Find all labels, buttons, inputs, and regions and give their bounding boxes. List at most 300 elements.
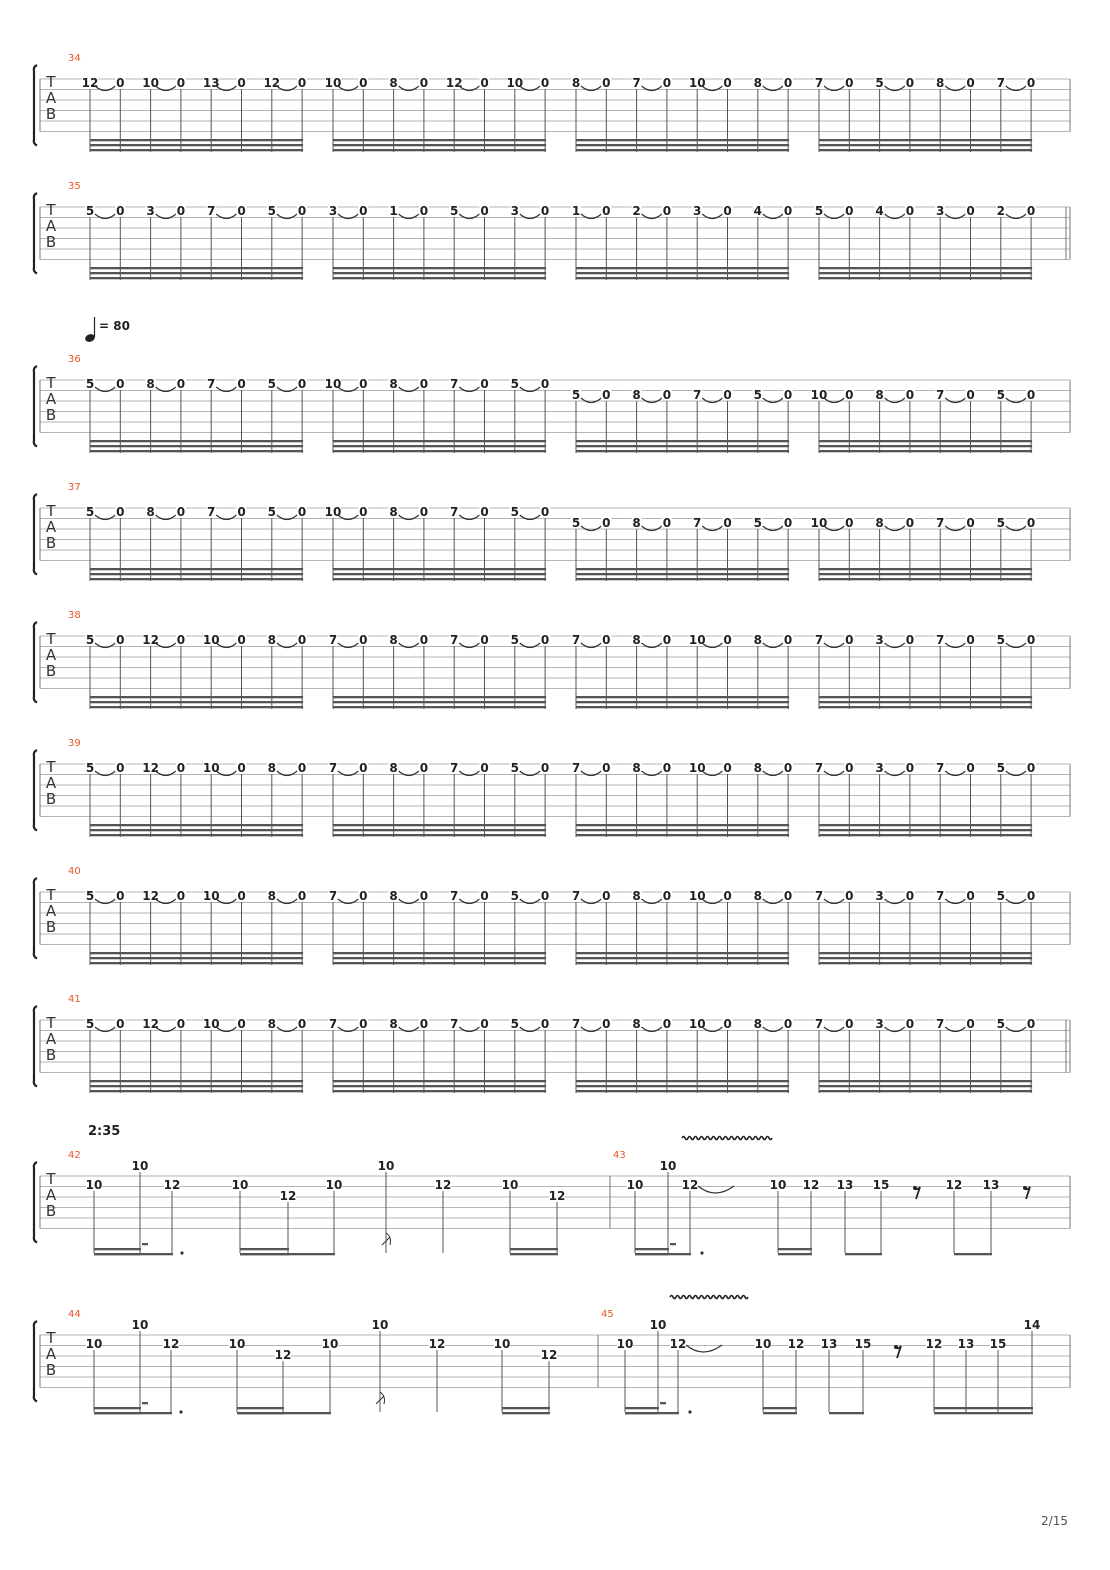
fret-number: 0 bbox=[1026, 516, 1036, 530]
beam bbox=[576, 272, 789, 274]
beam bbox=[94, 1248, 141, 1250]
slur-arc bbox=[1006, 526, 1026, 531]
beam bbox=[333, 701, 546, 703]
fret-number: 8 bbox=[267, 889, 276, 903]
fret-number: 5 bbox=[450, 204, 459, 218]
system-bracket bbox=[34, 193, 37, 274]
fret-number: 0 bbox=[662, 516, 672, 530]
fret-number: 15 bbox=[872, 1178, 890, 1192]
fret-number: 12 bbox=[263, 76, 281, 90]
fret-number: 0 bbox=[966, 1017, 975, 1031]
beam bbox=[934, 1412, 1033, 1414]
fret-number: 0 bbox=[905, 633, 915, 647]
beam bbox=[576, 1090, 789, 1092]
fret-number: 7 bbox=[814, 1017, 824, 1031]
system-bracket bbox=[34, 1321, 37, 1402]
fret-number: 13 bbox=[820, 1337, 838, 1351]
beam bbox=[142, 1402, 148, 1404]
fret-number: 12 bbox=[142, 633, 159, 647]
fret-number: 7 bbox=[632, 76, 641, 90]
fret-number: 8 bbox=[389, 633, 398, 647]
fret-number: 5 bbox=[267, 204, 276, 218]
beam bbox=[576, 144, 789, 146]
fret-number: 12 bbox=[162, 1337, 180, 1351]
fret-number: 7 bbox=[328, 1017, 338, 1031]
beam bbox=[142, 1243, 148, 1245]
fret-number: 0 bbox=[237, 505, 246, 519]
fret-number: 0 bbox=[905, 204, 915, 218]
fret-number: 0 bbox=[480, 377, 489, 391]
beam bbox=[90, 829, 303, 831]
fret-number: 0 bbox=[480, 505, 489, 519]
fret-number: 5 bbox=[996, 889, 1005, 903]
fret-number: 12 bbox=[81, 76, 99, 90]
fret-number: 10 bbox=[659, 1159, 677, 1173]
tab-clef-letter: B bbox=[45, 1046, 57, 1064]
fret-number: 7 bbox=[207, 204, 216, 218]
fret-number: 0 bbox=[359, 1017, 368, 1031]
fret-number: 0 bbox=[419, 761, 429, 775]
fret-number: 7 bbox=[450, 633, 459, 647]
fret-number: 8 bbox=[389, 889, 398, 903]
beam bbox=[90, 957, 303, 959]
beam bbox=[510, 1248, 558, 1250]
fret-number: 0 bbox=[297, 377, 307, 391]
slur-arc bbox=[1006, 398, 1026, 403]
tab-clef-letter: B bbox=[45, 534, 57, 552]
beam bbox=[94, 1253, 141, 1255]
fret-number: 8 bbox=[632, 516, 641, 530]
fret-number: 5 bbox=[753, 516, 762, 530]
fret-number: 0 bbox=[237, 633, 246, 647]
fret-number: 13 bbox=[836, 1178, 854, 1192]
fret-number: 0 bbox=[540, 204, 550, 218]
beam bbox=[576, 829, 789, 831]
beam bbox=[90, 952, 303, 954]
fret-number: 8 bbox=[267, 1017, 276, 1031]
fret-number: 10 bbox=[321, 1337, 339, 1351]
fret-number: 0 bbox=[845, 633, 854, 647]
tab-clef-letter: B bbox=[45, 406, 57, 424]
beam bbox=[90, 149, 303, 151]
beam bbox=[333, 144, 546, 146]
fret-number: 12 bbox=[434, 1178, 452, 1192]
fret-number: 0 bbox=[540, 761, 550, 775]
tab-clef-letter: T bbox=[46, 1170, 56, 1188]
fret-number: 0 bbox=[116, 889, 125, 903]
fret-number: 12 bbox=[548, 1189, 566, 1203]
fret-number: 10 bbox=[688, 761, 706, 775]
fret-number: 10 bbox=[85, 1178, 103, 1192]
fret-number: 3 bbox=[693, 204, 702, 218]
beam bbox=[576, 568, 789, 570]
fret-number: 0 bbox=[905, 1017, 915, 1031]
fret-number: 15 bbox=[989, 1337, 1007, 1351]
beam bbox=[576, 578, 789, 580]
fret-number: 5 bbox=[571, 388, 581, 402]
fret-number: 0 bbox=[419, 1017, 429, 1031]
beam bbox=[90, 706, 303, 708]
tab-clef-letter: A bbox=[45, 518, 57, 536]
fret-number: 0 bbox=[662, 761, 672, 775]
beam bbox=[819, 829, 1032, 831]
fret-number: 0 bbox=[176, 204, 186, 218]
fret-number: 10 bbox=[810, 388, 828, 402]
fret-number: 8 bbox=[267, 633, 276, 647]
fret-number: 7 bbox=[207, 505, 216, 519]
beam bbox=[333, 829, 546, 831]
fret-number: 0 bbox=[845, 516, 854, 530]
fret-number: 7 bbox=[450, 505, 459, 519]
beam bbox=[90, 139, 303, 141]
beam bbox=[90, 824, 303, 826]
fret-number: 0 bbox=[1026, 76, 1036, 90]
beam bbox=[333, 706, 546, 708]
fret-number: 10 bbox=[769, 1178, 787, 1192]
system-bracket bbox=[34, 622, 37, 703]
fret-number: 5 bbox=[85, 889, 95, 903]
tab-clef-letter: T bbox=[46, 502, 56, 520]
fret-number: 8 bbox=[632, 889, 641, 903]
fret-number: 7 bbox=[328, 633, 338, 647]
fret-number: 0 bbox=[419, 633, 429, 647]
beam bbox=[240, 1253, 289, 1255]
fret-number: 0 bbox=[1026, 633, 1036, 647]
fret-number: 0 bbox=[359, 76, 368, 90]
tab-clef-letter: T bbox=[46, 201, 56, 219]
beam bbox=[576, 696, 789, 698]
fret-number: 10 bbox=[324, 377, 342, 391]
fret-number: 0 bbox=[662, 204, 672, 218]
beam bbox=[778, 1253, 812, 1255]
fret-number: 0 bbox=[359, 633, 368, 647]
fret-number: 5 bbox=[85, 505, 95, 519]
fret-number: 3 bbox=[146, 204, 155, 218]
fret-number: 8 bbox=[936, 76, 945, 90]
beam bbox=[819, 1085, 1032, 1087]
beam bbox=[333, 267, 546, 269]
beam bbox=[90, 445, 303, 447]
fret-number: 0 bbox=[480, 889, 489, 903]
fret-number: 12 bbox=[945, 1178, 963, 1192]
fret-number: 3 bbox=[936, 204, 945, 218]
beam bbox=[576, 701, 789, 703]
fret-number: 0 bbox=[540, 1017, 550, 1031]
fret-number: 8 bbox=[389, 76, 398, 90]
fret-number: 13 bbox=[202, 76, 220, 90]
fret-number: 0 bbox=[662, 633, 672, 647]
fret-number: 7 bbox=[936, 388, 945, 402]
measure-number: 41 bbox=[68, 994, 81, 1005]
fret-number: 0 bbox=[966, 388, 975, 402]
fret-number: 12 bbox=[142, 1017, 159, 1031]
fret-number: 8 bbox=[753, 633, 762, 647]
fret-number: 0 bbox=[116, 761, 125, 775]
fret-number: 0 bbox=[419, 377, 429, 391]
slur-arc bbox=[581, 526, 601, 531]
measure-number: 36 bbox=[68, 354, 81, 365]
beam bbox=[576, 957, 789, 959]
fret-number: 5 bbox=[510, 505, 519, 519]
beam bbox=[625, 1407, 659, 1409]
beam bbox=[576, 706, 789, 708]
fret-number: 7 bbox=[814, 633, 824, 647]
rest-dot bbox=[913, 1186, 917, 1190]
fret-number: 0 bbox=[723, 204, 732, 218]
beam bbox=[333, 952, 546, 954]
fret-number: 0 bbox=[480, 76, 489, 90]
fret-number: 0 bbox=[723, 516, 732, 530]
fret-number: 0 bbox=[419, 76, 429, 90]
fret-number: 8 bbox=[753, 76, 762, 90]
fret-number: 8 bbox=[389, 505, 398, 519]
measure-number: 44 bbox=[68, 1309, 81, 1320]
system-bracket bbox=[34, 878, 37, 959]
system-bracket bbox=[34, 1006, 37, 1087]
fret-number: 0 bbox=[359, 761, 368, 775]
beam bbox=[90, 578, 303, 580]
fret-number: 0 bbox=[116, 505, 125, 519]
tab-clef-letter: T bbox=[46, 374, 56, 392]
fret-number: 0 bbox=[359, 505, 368, 519]
beam bbox=[333, 957, 546, 959]
fret-number: 8 bbox=[875, 516, 884, 530]
beam bbox=[90, 1090, 303, 1092]
fret-number: 0 bbox=[966, 516, 975, 530]
fret-number: 12 bbox=[445, 76, 463, 90]
fret-number: 0 bbox=[116, 76, 125, 90]
beam bbox=[333, 1080, 546, 1082]
fret-number: 10 bbox=[324, 76, 342, 90]
beam bbox=[333, 962, 546, 964]
fret-number: 5 bbox=[85, 761, 95, 775]
fret-number: 10 bbox=[493, 1337, 511, 1351]
fret-number: 0 bbox=[540, 633, 550, 647]
beam bbox=[763, 1407, 797, 1409]
beam bbox=[333, 568, 546, 570]
fret-number: 3 bbox=[875, 889, 884, 903]
fret-number: 12 bbox=[802, 1178, 820, 1192]
beam bbox=[90, 272, 303, 274]
fret-number: 10 bbox=[626, 1178, 644, 1192]
fret-number: 5 bbox=[996, 761, 1005, 775]
fret-number: 7 bbox=[936, 516, 945, 530]
fret-number: 12 bbox=[681, 1178, 699, 1192]
beam bbox=[819, 139, 1032, 141]
fret-number: 0 bbox=[359, 377, 368, 391]
beam bbox=[333, 149, 546, 151]
beam bbox=[90, 696, 303, 698]
fret-number: 7 bbox=[450, 377, 459, 391]
fret-number: 5 bbox=[814, 204, 824, 218]
fret-number: 8 bbox=[875, 388, 884, 402]
system-bracket bbox=[34, 494, 37, 575]
fret-number: 0 bbox=[783, 516, 793, 530]
fret-number: 7 bbox=[571, 1017, 581, 1031]
fret-number: 0 bbox=[237, 1017, 246, 1031]
beam bbox=[625, 1412, 659, 1414]
fret-number: 2 bbox=[632, 204, 641, 218]
fret-number: 0 bbox=[905, 889, 915, 903]
fret-number: 0 bbox=[905, 516, 915, 530]
fret-number: 8 bbox=[753, 889, 762, 903]
fret-number: 5 bbox=[571, 516, 581, 530]
fret-number: 0 bbox=[905, 76, 915, 90]
beam bbox=[90, 701, 303, 703]
tab-clef-letter: T bbox=[46, 1329, 56, 1347]
beam bbox=[819, 573, 1032, 575]
tab-clef-letter: A bbox=[45, 1186, 57, 1204]
fret-number: 5 bbox=[510, 633, 519, 647]
fret-number: 12 bbox=[279, 1189, 297, 1203]
beam bbox=[90, 568, 303, 570]
fret-number: 0 bbox=[662, 889, 672, 903]
fret-number: 0 bbox=[662, 1017, 672, 1031]
fret-number: 0 bbox=[480, 1017, 489, 1031]
beam bbox=[576, 445, 789, 447]
beam bbox=[90, 277, 303, 279]
beam bbox=[819, 1090, 1032, 1092]
fret-number: 0 bbox=[237, 377, 246, 391]
fret-number: 5 bbox=[510, 1017, 519, 1031]
fret-number: 12 bbox=[669, 1337, 687, 1351]
fret-number: 7 bbox=[814, 76, 824, 90]
tab-clef-letter: A bbox=[45, 902, 57, 920]
fret-number: 5 bbox=[996, 516, 1005, 530]
fret-number: 10 bbox=[649, 1318, 667, 1332]
fret-number: 0 bbox=[480, 761, 489, 775]
fret-number: 10 bbox=[501, 1178, 519, 1192]
beam bbox=[90, 450, 303, 452]
beam bbox=[576, 267, 789, 269]
fret-number: 0 bbox=[845, 76, 854, 90]
fret-number: 12 bbox=[925, 1337, 943, 1351]
slur-arc bbox=[885, 398, 905, 403]
fret-number: 5 bbox=[267, 377, 276, 391]
fret-number: 10 bbox=[142, 76, 159, 90]
fret-number: 0 bbox=[1026, 204, 1036, 218]
beam bbox=[576, 277, 789, 279]
fret-number: 0 bbox=[297, 505, 307, 519]
fret-number: 13 bbox=[982, 1178, 1000, 1192]
beam bbox=[237, 1412, 284, 1414]
fret-number: 0 bbox=[845, 761, 854, 775]
tab-clef-letter: T bbox=[46, 758, 56, 776]
fret-number: 0 bbox=[662, 388, 672, 402]
fret-number: 10 bbox=[131, 1318, 149, 1332]
fret-number: 0 bbox=[602, 889, 611, 903]
beam bbox=[333, 450, 546, 452]
tab-clef-letter: A bbox=[45, 89, 57, 107]
fret-number: 7 bbox=[693, 388, 702, 402]
beam bbox=[954, 1253, 992, 1255]
fret-number: 12 bbox=[142, 761, 159, 775]
beam bbox=[819, 445, 1032, 447]
beam bbox=[934, 1407, 1033, 1409]
fret-number: 0 bbox=[237, 761, 246, 775]
beam bbox=[90, 834, 303, 836]
fret-number: 7 bbox=[936, 633, 945, 647]
fret-number: 8 bbox=[571, 76, 581, 90]
fret-number: 0 bbox=[176, 76, 186, 90]
tab-clef-letter: T bbox=[46, 630, 56, 648]
fret-number: 5 bbox=[510, 761, 519, 775]
fret-number: 3 bbox=[875, 761, 884, 775]
beam bbox=[819, 144, 1032, 146]
slur-arc bbox=[945, 398, 965, 403]
beam bbox=[90, 1085, 303, 1087]
slur-arc bbox=[763, 526, 783, 531]
slur-arc bbox=[945, 526, 965, 531]
tab-clef-letter: B bbox=[45, 1202, 57, 1220]
beam bbox=[819, 701, 1032, 703]
fret-number: 1 bbox=[571, 204, 581, 218]
fret-number: 10 bbox=[131, 1159, 149, 1173]
beam bbox=[670, 1243, 676, 1245]
fret-number: 0 bbox=[540, 889, 550, 903]
beam bbox=[819, 824, 1032, 826]
slur-arc bbox=[642, 398, 662, 403]
fret-number: 7 bbox=[936, 889, 945, 903]
beam bbox=[819, 277, 1032, 279]
beam bbox=[237, 1407, 284, 1409]
beam bbox=[576, 139, 789, 141]
fret-number: 7 bbox=[207, 377, 216, 391]
measure-number: 38 bbox=[68, 610, 81, 621]
fret-number: 10 bbox=[688, 889, 706, 903]
fret-number: 8 bbox=[632, 633, 641, 647]
fret-number: 0 bbox=[723, 889, 732, 903]
fret-number: 5 bbox=[996, 1017, 1005, 1031]
fret-number: 10 bbox=[231, 1178, 249, 1192]
fret-number: 7 bbox=[814, 761, 824, 775]
beam bbox=[576, 450, 789, 452]
fret-number: 7 bbox=[450, 889, 459, 903]
fret-number: 0 bbox=[845, 388, 854, 402]
tab-clef-letter: T bbox=[46, 73, 56, 91]
fret-number: 5 bbox=[753, 388, 762, 402]
beam bbox=[819, 568, 1032, 570]
beam bbox=[333, 272, 546, 274]
fret-number: 7 bbox=[693, 516, 702, 530]
fret-number: 0 bbox=[723, 388, 732, 402]
beam bbox=[819, 578, 1032, 580]
time-marker: 2:35 bbox=[88, 1124, 121, 1139]
fret-number: 0 bbox=[602, 1017, 611, 1031]
beam bbox=[819, 149, 1032, 151]
fret-number: 0 bbox=[237, 889, 246, 903]
fret-number: 5 bbox=[996, 388, 1005, 402]
fret-number: 0 bbox=[783, 761, 793, 775]
tab-clef-letter: A bbox=[45, 774, 57, 792]
fret-number: 10 bbox=[506, 76, 524, 90]
beam bbox=[333, 445, 546, 447]
fret-number: 7 bbox=[571, 889, 581, 903]
fret-number: 10 bbox=[202, 761, 220, 775]
fret-number: 0 bbox=[602, 76, 611, 90]
fret-number: 0 bbox=[419, 204, 429, 218]
beam bbox=[576, 1080, 789, 1082]
fret-number: 0 bbox=[237, 76, 246, 90]
dot bbox=[179, 1410, 182, 1413]
fret-number: 0 bbox=[116, 204, 125, 218]
fret-number: 5 bbox=[85, 377, 95, 391]
tab-clef-letter: A bbox=[45, 217, 57, 235]
beam bbox=[576, 962, 789, 964]
beam bbox=[819, 272, 1032, 274]
beam bbox=[240, 1248, 289, 1250]
rest-dot bbox=[894, 1345, 898, 1349]
